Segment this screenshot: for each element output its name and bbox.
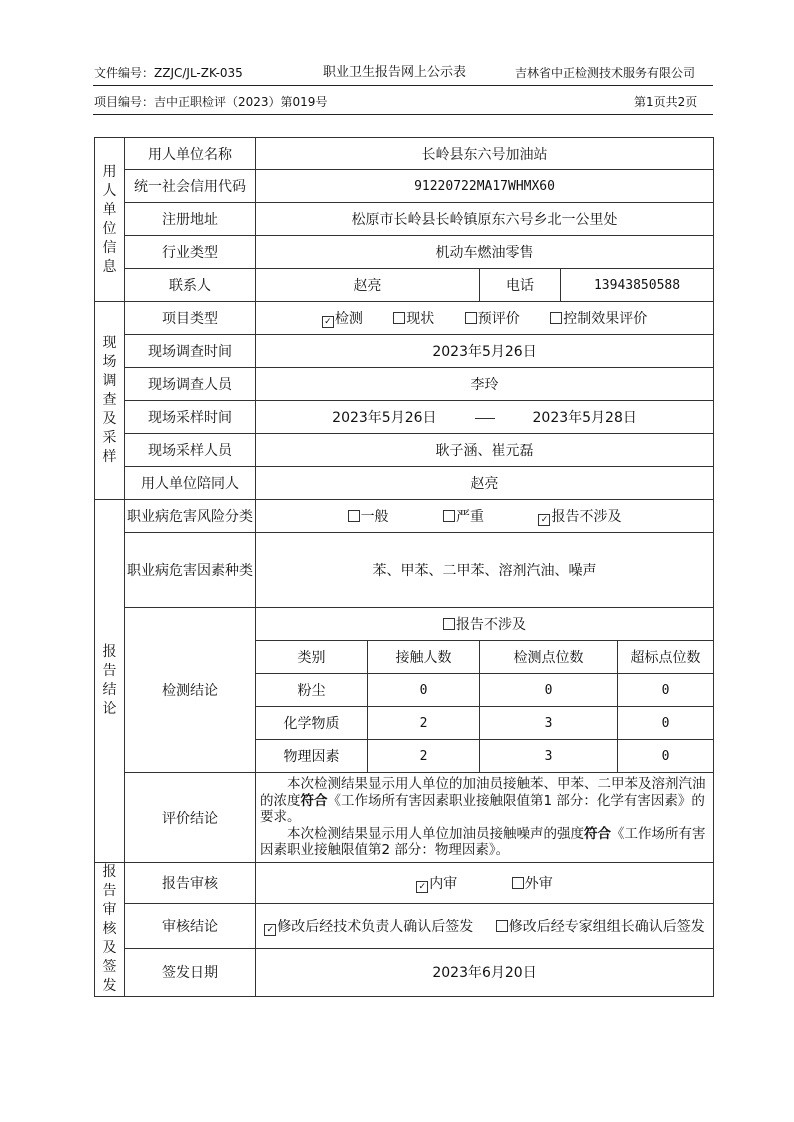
checkbox-icon [393, 312, 405, 324]
table-header-category: 类别 [256, 641, 368, 674]
section-survey: 现场调查及采样 [95, 302, 125, 500]
checkbox-icon [512, 877, 524, 889]
sampling-start: 2023年5月26日 [332, 410, 437, 426]
table-cell: 0 [618, 674, 714, 707]
table-cell: 0 [618, 707, 714, 740]
table-cell: 0 [618, 740, 714, 773]
industry: 机动车燃油零售 [256, 236, 714, 269]
table-cell: 化学物质 [256, 707, 368, 740]
eval-label: 评价结论 [125, 773, 256, 863]
project-type-control[interactable] [550, 308, 647, 328]
audit-options [256, 863, 714, 904]
table-cell: 0 [480, 674, 618, 707]
header-rule [93, 85, 713, 86]
risk-label: 职业病危害风险分类 [125, 500, 256, 533]
table-header-points: 检测点位数 [480, 641, 618, 674]
audit-external[interactable] [512, 873, 553, 893]
escort-label: 用人单位陪同人 [125, 467, 256, 500]
checkbox-checked-icon: ✓ [416, 881, 428, 893]
checkbox-label: 内审 [429, 875, 458, 892]
checkbox-icon [443, 618, 455, 630]
table-cell: 物理因素 [256, 740, 368, 773]
checkbox-icon [496, 920, 508, 932]
contact-label: 联系人 [125, 269, 256, 302]
result-expert-lead[interactable] [496, 916, 705, 936]
checkbox-label: 报告不涉及 [551, 509, 622, 525]
survey-time: 2023年5月26日 [256, 335, 714, 368]
surveyor-label: 现场调查人员 [125, 368, 256, 401]
section-review: 报告审核及签发 [95, 863, 125, 997]
checkbox-label: 修改后经专家组组长确认后签发 [508, 918, 705, 935]
company-name: 吉林省中正检测技术服务有限公司 [515, 66, 696, 80]
risk-options [256, 500, 714, 533]
issue-date: 2023年6月20日 [256, 948, 714, 996]
table-header-exposed: 接触人数 [368, 641, 480, 674]
table-cell: 3 [480, 707, 618, 740]
risk-severe[interactable] [443, 506, 484, 526]
audit-label: 报告审核 [125, 863, 256, 904]
employer-name: 长岭县东六号加油站 [256, 138, 714, 170]
checkbox-checked-icon: ✓ [538, 514, 550, 526]
checkbox-label: 外审 [524, 875, 553, 892]
sampling-time-label: 现场采样时间 [125, 401, 256, 434]
table-cell: 粉尘 [256, 674, 368, 707]
surveyor: 李玲 [256, 368, 714, 401]
risk-not-involved[interactable] [538, 506, 621, 526]
sampler-label: 现场采样人员 [125, 434, 256, 467]
checkbox-label: 预评价 [477, 311, 520, 327]
disclosure-form [94, 137, 714, 997]
result-label: 审核结论 [125, 903, 256, 948]
escort: 赵亮 [256, 467, 714, 500]
credit-code-label: 统一社会信用代码 [125, 170, 256, 203]
detection-label: 检测结论 [125, 608, 256, 773]
checkbox-label: 现状 [406, 311, 435, 327]
table-cell: 2 [368, 707, 480, 740]
eval-text [256, 773, 714, 863]
project-type-label: 项目类型 [125, 302, 256, 335]
checkbox-icon [465, 312, 477, 324]
detection-not-involved-check[interactable] [443, 614, 526, 634]
checkbox-label: 控制效果评价 [563, 311, 648, 327]
checkbox-label: 报告不涉及 [456, 617, 527, 633]
sampling-end: 2023年5月28日 [532, 410, 637, 426]
doc-number: 文件编号：ZZJC/JL-ZK-035 [94, 66, 243, 80]
checkbox-label: 严重 [456, 509, 485, 525]
eval-paragraph-1: 本次检测结果显示用人单位的加油员接触苯、甲苯、二甲苯及溶剂汽油的浓度符合《工作场所有害因素职业接触限值第1 部分：化学有害因素》的要求。 [260, 776, 706, 826]
address: 松原市长岭县长岭镇原东六号乡北一公里处 [256, 203, 714, 236]
checkbox-label: 一般 [360, 509, 389, 525]
audit-internal[interactable] [416, 873, 457, 893]
employer-name-label: 用人单位名称 [125, 138, 256, 170]
result-options [256, 903, 714, 948]
checkbox-label: 检测 [334, 311, 363, 327]
table-cell: 3 [480, 740, 618, 773]
project-type-status[interactable] [393, 308, 434, 328]
form-title: 职业卫生报告网上公示表 [323, 65, 467, 80]
phone-label: 电话 [480, 269, 561, 302]
header-rule-2 [93, 114, 713, 115]
table-header-exceed: 超标点位数 [618, 641, 714, 674]
credit-code: 91220722MA17WHMX60 [256, 170, 714, 203]
project-number: 项目编号：吉中正职检评（2023）第019号 [94, 95, 328, 109]
contact: 赵亮 [256, 269, 480, 302]
checkbox-icon [550, 312, 562, 324]
project-type-check[interactable] [322, 308, 363, 328]
detection-not-involved [256, 608, 714, 641]
checkbox-icon [443, 510, 455, 522]
hazards: 苯、甲苯、二甲苯、溶剂汽油、噪声 [256, 533, 714, 608]
section-conclusion: 报告结论 [95, 500, 125, 863]
checkbox-label: 修改后经技术负责人确认后签发 [277, 918, 474, 935]
address-label: 注册地址 [125, 203, 256, 236]
checkbox-icon [348, 510, 360, 522]
table-cell: 0 [368, 674, 480, 707]
samplers: 耿子涵、崔元磊 [256, 434, 714, 467]
sampling-time [256, 401, 714, 434]
result-tech-lead[interactable] [264, 916, 473, 936]
phone: 13943850588 [561, 269, 714, 302]
table-cell: 2 [368, 740, 480, 773]
checkbox-checked-icon: ✓ [322, 316, 334, 328]
range-dash [475, 418, 495, 419]
section-employer: 用人单位信息 [95, 138, 125, 302]
issue-date-label: 签发日期 [125, 948, 256, 996]
hazard-label: 职业病危害因素种类 [125, 533, 256, 608]
checkbox-checked-icon: ✓ [264, 924, 276, 936]
industry-label: 行业类型 [125, 236, 256, 269]
risk-general[interactable] [348, 506, 389, 526]
project-type-pre[interactable] [465, 308, 520, 328]
page-number: 第1页共2页 [634, 95, 698, 109]
survey-time-label: 现场调查时间 [125, 335, 256, 368]
project-type-options [256, 302, 714, 335]
eval-paragraph-2: 本次检测结果显示用人单位加油员接触噪声的强度符合《工作场所有害因素职业接触限值第2 部分：物理因素》。 [260, 825, 706, 859]
